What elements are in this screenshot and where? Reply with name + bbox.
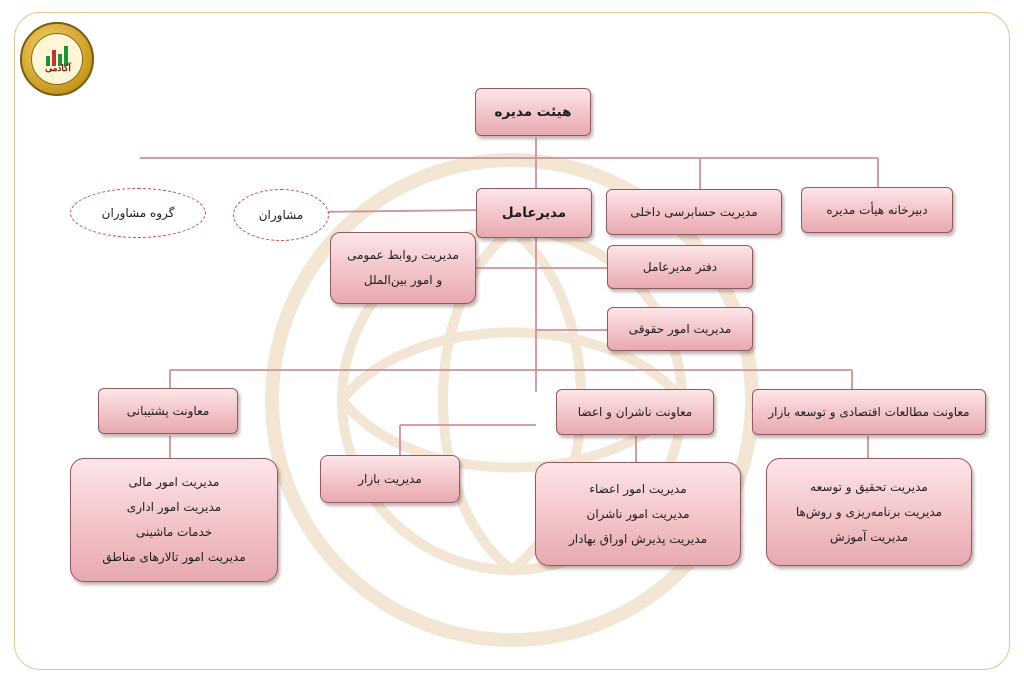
ceo-box[interactable]: [476, 188, 592, 238]
board-secretariat-box[interactable]: [801, 187, 953, 233]
issuers-deputy-box[interactable]: [556, 389, 714, 435]
issuers-units-box[interactable]: [535, 462, 741, 566]
legal-affairs-box[interactable]: [607, 307, 753, 351]
ceo-office-box[interactable]: [607, 245, 753, 289]
economic-studies-deputy-label: معاونت مطالعات اقتصادی و توسعه بازار: [768, 405, 970, 419]
support-unit-item: خدمات ماشینی: [135, 525, 213, 539]
ceo-office-label: دفتر مدیرعامل: [642, 260, 718, 274]
internal-audit-box[interactable]: [606, 189, 782, 235]
advisors-oval[interactable]: [233, 189, 329, 241]
internal-audit-label: مدیریت حسابرسی داخلی: [630, 205, 758, 219]
legal-affairs-label: مدیریت امور حقوقی: [628, 322, 732, 336]
board-of-directors-box[interactable]: [475, 88, 591, 136]
issuers-unit-item: مدیریت پذیرش اوراق بهادار: [568, 531, 708, 546]
logo-text: آکادمی: [45, 64, 71, 74]
support-unit-item: مدیریت امور تالارهای مناطق: [102, 550, 246, 564]
economic-units-box[interactable]: [766, 458, 972, 566]
public-relations-line-2: و امور بین‌الملل: [363, 273, 443, 287]
issuers-unit-item: مدیریت امور ناشران: [586, 506, 690, 521]
support-deputy-box[interactable]: [98, 388, 238, 434]
support-units-box[interactable]: [70, 458, 278, 582]
public-relations-box[interactable]: [330, 232, 476, 304]
public-relations-line-1: مدیریت روابط عمومی: [347, 248, 459, 262]
advisor-group-label: گروه مشاوران: [101, 206, 175, 220]
advisors-label: مشاوران: [258, 208, 304, 222]
board-secretariat-label: دبیرخانه هیأت مدیره: [826, 203, 928, 217]
issuers-unit-item: مدیریت امور اعضاء: [589, 481, 687, 496]
economic-studies-deputy-box[interactable]: [752, 389, 986, 435]
economic-unit-item: مدیریت تحقیق و توسعه: [810, 479, 928, 494]
market-management-box[interactable]: [320, 455, 460, 503]
support-unit-item: مدیریت امور اداری: [126, 500, 222, 514]
advisor-group-oval[interactable]: [70, 188, 206, 238]
issuers-deputy-label: معاونت ناشران و اعضا: [577, 405, 693, 419]
market-management-label: مدیریت بازار: [358, 472, 422, 486]
ceo-label: مدیرعامل: [501, 205, 567, 221]
economic-unit-item: مدیریت برنامه‌ریزی و روش‌ها: [795, 504, 943, 519]
board-label: هیئت مدیره: [494, 104, 572, 120]
economic-unit-item: مدیریت آموزش: [829, 529, 909, 544]
support-deputy-label: معاونت پشتیبانی: [126, 404, 210, 418]
company-seal-logo: [20, 22, 94, 96]
support-unit-item: مدیریت امور مالی: [128, 475, 220, 489]
